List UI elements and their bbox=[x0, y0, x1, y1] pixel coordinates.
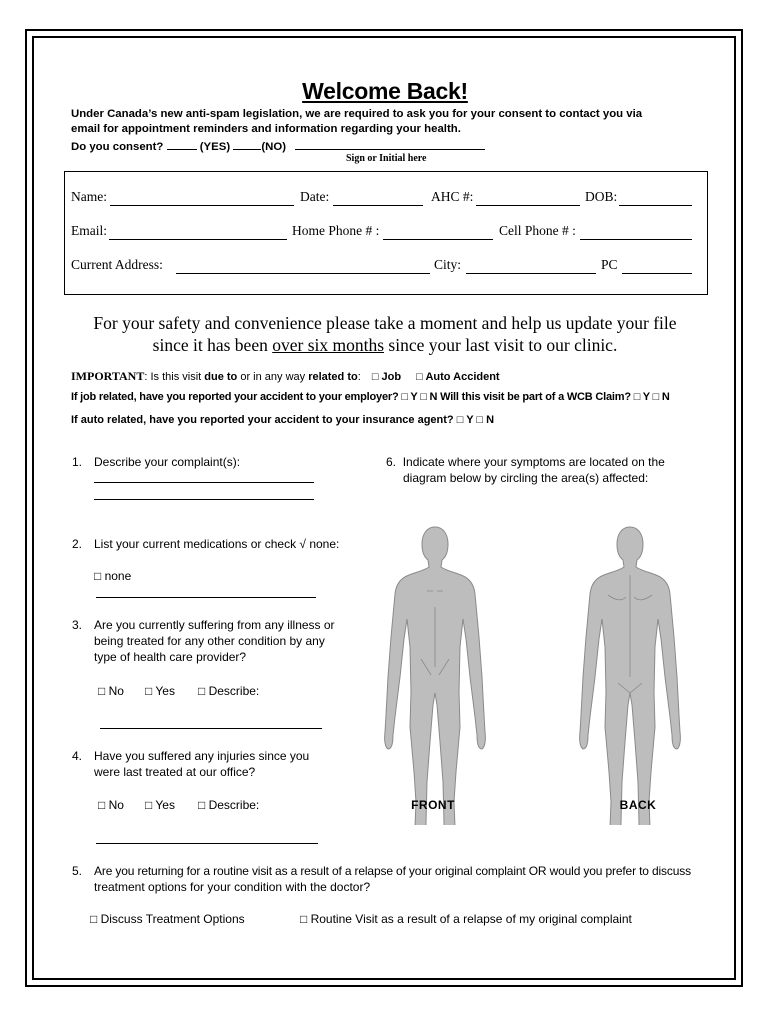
q6-line-1 bbox=[386, 455, 665, 469]
body-back-figure[interactable] bbox=[580, 527, 681, 825]
q4-line-2: were last treated at our office? bbox=[94, 765, 256, 779]
q5-line-2: treatment options for your condition with the doctor? bbox=[94, 880, 371, 894]
address-label: Current Address: bbox=[71, 257, 163, 272]
consent-question-row bbox=[71, 138, 485, 153]
cell-phone-label: Cell Phone # : bbox=[499, 223, 576, 238]
job-checkbox[interactable]: □ Job bbox=[371, 371, 402, 383]
consent-yes-label: (YES) bbox=[199, 141, 231, 153]
important-label: IMPORTANT bbox=[71, 369, 145, 383]
q3-yes-checkbox[interactable]: □ Yes bbox=[145, 684, 175, 698]
q1-answer-line-1[interactable] bbox=[94, 482, 314, 483]
name-label: Name: bbox=[71, 189, 107, 204]
front-label: FRONT bbox=[411, 798, 455, 812]
q6-number: 6. bbox=[386, 455, 397, 469]
email-field[interactable] bbox=[109, 239, 287, 240]
q1-text: Describe your complaint(s): bbox=[94, 455, 241, 469]
q5-discuss-options-checkbox[interactable]: □ Discuss Treatment Options bbox=[90, 912, 245, 926]
q2-answer-line[interactable] bbox=[96, 597, 316, 598]
email-label: Email: bbox=[71, 223, 107, 238]
q5-number: 5. bbox=[72, 864, 83, 878]
headline-text-end: since your last visit to our clinic. bbox=[384, 335, 618, 355]
update-file-headline-2 bbox=[0, 335, 770, 356]
signature-caption: Sign or Initial here bbox=[346, 153, 427, 164]
important-related-to: related to bbox=[308, 371, 358, 383]
body-front-figure[interactable] bbox=[385, 527, 486, 825]
q1-answer-line-2[interactable] bbox=[94, 499, 314, 500]
consent-label: Do you consent? bbox=[71, 141, 164, 153]
q4-describe-checkbox[interactable]: □ Describe: bbox=[198, 798, 260, 812]
q2-text: List your current medications or check √ none: bbox=[94, 537, 340, 551]
important-due-to: due to bbox=[204, 371, 238, 383]
home-phone-field[interactable] bbox=[383, 239, 493, 240]
job-related-question[interactable]: If job related, have you reported your accident to your employer? □ Y □ N Will this visit be part of a WCB Claim? □ Y □ N bbox=[71, 391, 670, 403]
consent-no-blank[interactable] bbox=[233, 138, 261, 150]
q6-text: Indicate where your symptoms are located on the bbox=[402, 455, 665, 469]
update-file-headline-1: For your safety and convenience please take a moment and help us update your file bbox=[93, 313, 677, 333]
city-label: City: bbox=[434, 257, 462, 272]
ahc-field[interactable] bbox=[476, 205, 580, 206]
q3-line-2: being treated for any other condition by any bbox=[94, 634, 325, 648]
q2-number: 2. bbox=[72, 537, 83, 551]
q3-line-1: Are you currently suffering from any illness or bbox=[94, 618, 335, 632]
q4-line-1: Have you suffered any injuries since you bbox=[94, 749, 310, 763]
auto-accident-checkbox[interactable]: □ Auto Accident bbox=[416, 371, 500, 383]
important-text-2: or in any way bbox=[237, 371, 309, 383]
city-field[interactable] bbox=[466, 273, 596, 274]
q5-line-1: Are you returning for a routine visit as a result of a relapse of your original complaint OR would you prefer to discuss bbox=[94, 864, 691, 878]
ahc-label: AHC #: bbox=[431, 189, 474, 204]
q4-number: 4. bbox=[72, 749, 83, 763]
q2-none-checkbox[interactable]: □ none bbox=[94, 569, 132, 583]
body-diagram bbox=[360, 505, 720, 825]
consent-yes-blank[interactable] bbox=[167, 138, 197, 150]
q4-yes-checkbox[interactable]: □ Yes bbox=[145, 798, 175, 812]
q3-number: 3. bbox=[72, 618, 83, 632]
consent-no-label: (NO) bbox=[261, 141, 286, 153]
q4-no-checkbox[interactable]: □ No bbox=[98, 798, 124, 812]
q3-answer-line[interactable] bbox=[100, 728, 322, 729]
q3-no-checkbox[interactable]: □ No bbox=[98, 684, 124, 698]
q1-number: 1. bbox=[72, 455, 83, 469]
address-field[interactable] bbox=[176, 273, 430, 274]
back-label: BACK bbox=[619, 798, 657, 812]
important-colon: : bbox=[357, 371, 361, 383]
q6-line-2: diagram below by circling the area(s) affected: bbox=[403, 471, 649, 485]
page-title: Welcome Back! bbox=[302, 78, 468, 104]
consent-intro-line-1: Under Canada’s new anti-spam legislation, we are required to ask you for your consent to contact you via bbox=[71, 108, 643, 120]
home-phone-label: Home Phone # : bbox=[292, 223, 380, 238]
date-field[interactable] bbox=[333, 205, 423, 206]
q3-line-3: type of health care provider? bbox=[94, 650, 247, 664]
signature-line[interactable] bbox=[295, 138, 485, 150]
q4-answer-line[interactable] bbox=[96, 843, 318, 844]
consent-intro-line-2: email for appointment reminders and information regarding your health. bbox=[71, 123, 461, 135]
headline-emphasis: over six months bbox=[272, 335, 385, 355]
q3-describe-checkbox[interactable]: □ Describe: bbox=[198, 684, 260, 698]
auto-related-question[interactable]: If auto related, have you reported your accident to your insurance agent? □ Y □ N bbox=[71, 414, 495, 426]
cell-phone-field[interactable] bbox=[580, 239, 692, 240]
important-text: : Is this visit bbox=[144, 371, 205, 383]
dob-field[interactable] bbox=[619, 205, 692, 206]
pc-field[interactable] bbox=[622, 273, 692, 274]
date-label: Date: bbox=[300, 189, 330, 204]
dob-label: DOB: bbox=[585, 189, 618, 204]
headline-text: since it has been bbox=[152, 335, 273, 355]
pc-label: PC bbox=[601, 257, 618, 272]
important-row bbox=[71, 369, 500, 384]
name-field[interactable] bbox=[110, 205, 294, 206]
q5-routine-visit-checkbox[interactable]: □ Routine Visit as a result of a relapse of my original complaint bbox=[300, 912, 632, 926]
